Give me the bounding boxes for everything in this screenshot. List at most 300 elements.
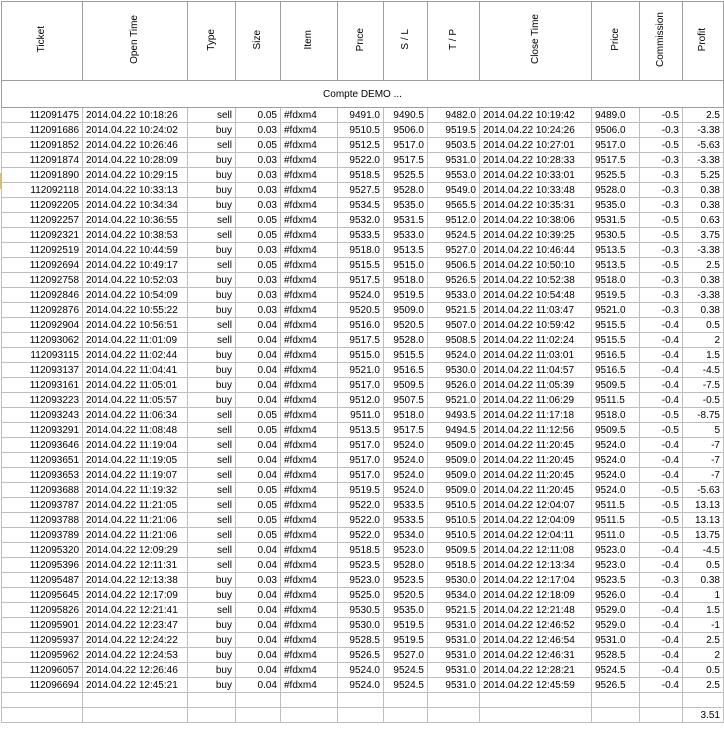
cell-size[interactable]: 0.04: [236, 618, 281, 633]
cell-size[interactable]: 0.04: [236, 678, 281, 693]
cell-close-price[interactable]: 9517.5: [592, 153, 640, 168]
cell-item[interactable]: #fdxm4: [281, 648, 338, 663]
col-header-open-price[interactable]: [338, 2, 384, 81]
cell-close-time[interactable]: 2014.04.22 12:17:04: [480, 573, 592, 588]
cell-close-price[interactable]: 9511.0: [592, 528, 640, 543]
cell-close-price[interactable]: 9524.0: [592, 483, 640, 498]
cell[interactable]: [188, 693, 236, 708]
cell-size[interactable]: 0.05: [236, 483, 281, 498]
cell-close-time[interactable]: 2014.04.22 10:50:10: [480, 258, 592, 273]
cell-open-price[interactable]: 9527.5: [338, 183, 384, 198]
cell-type[interactable]: buy: [188, 153, 236, 168]
cell-type[interactable]: sell: [188, 318, 236, 333]
cell-profit[interactable]: 1.5: [683, 348, 724, 363]
cell-close-price[interactable]: 9521.0: [592, 303, 640, 318]
cell-close-time[interactable]: 2014.04.22 11:20:45: [480, 453, 592, 468]
cell-ticket[interactable]: 112092257: [2, 213, 83, 228]
cell-sl[interactable]: 9509.5: [384, 378, 428, 393]
cell-open-price[interactable]: 9512.0: [338, 393, 384, 408]
cell-open-price[interactable]: 9517.5: [338, 333, 384, 348]
cell-close-price[interactable]: 9509.5: [592, 378, 640, 393]
cell-ticket[interactable]: 112091475: [2, 108, 83, 123]
cell-close-time[interactable]: 2014.04.22 11:12:56: [480, 423, 592, 438]
cell-type[interactable]: sell: [188, 468, 236, 483]
cell-close-time[interactable]: 2014.04.22 10:35:31: [480, 198, 592, 213]
cell-sl[interactable]: 9518.0: [384, 273, 428, 288]
cell-type[interactable]: sell: [188, 138, 236, 153]
cell-profit[interactable]: 0.38: [683, 573, 724, 588]
cell-profit[interactable]: 3.75: [683, 228, 724, 243]
cell-close-price[interactable]: 9517.0: [592, 138, 640, 153]
cell-profit[interactable]: -4.5: [683, 363, 724, 378]
cell-open-price[interactable]: 9534.5: [338, 198, 384, 213]
cell-ticket[interactable]: 112093062: [2, 333, 83, 348]
cell-type[interactable]: sell: [188, 228, 236, 243]
cell-open-price[interactable]: 9518.5: [338, 543, 384, 558]
cell-ticket[interactable]: 112092118: [2, 183, 83, 198]
cell-open-time[interactable]: 2014.04.22 11:21:06: [83, 528, 188, 543]
cell-ticket[interactable]: 112095937: [2, 633, 83, 648]
cell-sl[interactable]: 9523.5: [384, 573, 428, 588]
cell-open-price[interactable]: 9526.5: [338, 648, 384, 663]
cell-close-time[interactable]: 2014.04.22 12:04:09: [480, 513, 592, 528]
cell-type[interactable]: buy: [188, 288, 236, 303]
cell-size[interactable]: 0.04: [236, 318, 281, 333]
cell-close-time[interactable]: 2014.04.22 10:27:01: [480, 138, 592, 153]
cell-tp[interactable]: 9508.5: [428, 333, 480, 348]
cell-commission[interactable]: -0.4: [640, 663, 683, 678]
cell-type[interactable]: sell: [188, 558, 236, 573]
cell-commission[interactable]: -0.3: [640, 198, 683, 213]
cell-ticket[interactable]: 112093646: [2, 438, 83, 453]
cell-sl[interactable]: 9517.5: [384, 423, 428, 438]
cell-commission[interactable]: -0.4: [640, 453, 683, 468]
cell-size[interactable]: 0.05: [236, 108, 281, 123]
cell-tp[interactable]: 9531.0: [428, 633, 480, 648]
cell-item[interactable]: #fdxm4: [281, 258, 338, 273]
cell-commission[interactable]: -0.3: [640, 243, 683, 258]
cell-close-price[interactable]: 9518.0: [592, 408, 640, 423]
cell-open-price[interactable]: 9518.5: [338, 168, 384, 183]
cell-open-time[interactable]: 2014.04.22 10:54:09: [83, 288, 188, 303]
cell-profit[interactable]: 5: [683, 423, 724, 438]
cell-type[interactable]: buy: [188, 588, 236, 603]
cell-item[interactable]: #fdxm4: [281, 243, 338, 258]
cell-close-price[interactable]: 9513.5: [592, 258, 640, 273]
cell-close-time[interactable]: 2014.04.22 11:02:24: [480, 333, 592, 348]
cell-type[interactable]: sell: [188, 108, 236, 123]
cell-size[interactable]: 0.04: [236, 378, 281, 393]
cell-close-time[interactable]: 2014.04.22 11:17:18: [480, 408, 592, 423]
cell-size[interactable]: 0.04: [236, 648, 281, 663]
cell-open-price[interactable]: 9525.0: [338, 588, 384, 603]
cell-profit[interactable]: 0.38: [683, 198, 724, 213]
cell-profit[interactable]: 2.5: [683, 108, 724, 123]
cell-type[interactable]: buy: [188, 618, 236, 633]
cell-type[interactable]: sell: [188, 603, 236, 618]
cell-open-price[interactable]: 9515.5: [338, 258, 384, 273]
cell-open-price[interactable]: 9512.5: [338, 138, 384, 153]
cell-ticket[interactable]: 112091852: [2, 138, 83, 153]
cell-sl[interactable]: 9519.5: [384, 618, 428, 633]
cell-open-price[interactable]: 9522.0: [338, 153, 384, 168]
cell-profit[interactable]: 13.75: [683, 528, 724, 543]
cell-type[interactable]: buy: [188, 573, 236, 588]
cell-size[interactable]: 0.04: [236, 393, 281, 408]
cell-open-time[interactable]: 2014.04.22 12:21:41: [83, 603, 188, 618]
cell-close-price[interactable]: 9516.5: [592, 363, 640, 378]
cell-close-time[interactable]: 2014.04.22 11:06:29: [480, 393, 592, 408]
cell-tp[interactable]: 9531.0: [428, 618, 480, 633]
cell-open-price[interactable]: 9517.0: [338, 378, 384, 393]
cell-profit[interactable]: -5.63: [683, 138, 724, 153]
cell-item[interactable]: #fdxm4: [281, 378, 338, 393]
cell-ticket[interactable]: 112092876: [2, 303, 83, 318]
cell-close-price[interactable]: 9530.5: [592, 228, 640, 243]
cell-sl[interactable]: 9533.5: [384, 513, 428, 528]
cell-close-time[interactable]: 2014.04.22 10:24:26: [480, 123, 592, 138]
cell-sl[interactable]: 9524.0: [384, 453, 428, 468]
cell[interactable]: [480, 708, 592, 723]
cell-ticket[interactable]: 112093115: [2, 348, 83, 363]
cell-tp[interactable]: 9518.5: [428, 558, 480, 573]
cell-profit[interactable]: 0.63: [683, 213, 724, 228]
cell-sl[interactable]: 9515.5: [384, 348, 428, 363]
cell-profit[interactable]: 2.5: [683, 678, 724, 693]
cell-close-time[interactable]: 2014.04.22 12:04:11: [480, 528, 592, 543]
cell-close-time[interactable]: 2014.04.22 10:33:48: [480, 183, 592, 198]
cell-close-time[interactable]: 2014.04.22 10:28:33: [480, 153, 592, 168]
cell-tp[interactable]: 9494.5: [428, 423, 480, 438]
col-header-sl[interactable]: [384, 2, 428, 81]
cell-type[interactable]: sell: [188, 258, 236, 273]
cell-tp[interactable]: 9530.0: [428, 363, 480, 378]
cell-close-time[interactable]: 2014.04.22 11:05:39: [480, 378, 592, 393]
cell-item[interactable]: #fdxm4: [281, 528, 338, 543]
cell[interactable]: [2, 693, 83, 708]
cell-sl[interactable]: 9509.0: [384, 303, 428, 318]
cell-type[interactable]: sell: [188, 513, 236, 528]
cell-open-time[interactable]: 2014.04.22 10:24:02: [83, 123, 188, 138]
cell-item[interactable]: #fdxm4: [281, 483, 338, 498]
cell-item[interactable]: #fdxm4: [281, 393, 338, 408]
cell-item[interactable]: #fdxm4: [281, 138, 338, 153]
cell[interactable]: [640, 708, 683, 723]
cell-ticket[interactable]: 112092519: [2, 243, 83, 258]
cell-open-price[interactable]: 9516.0: [338, 318, 384, 333]
cell-sl[interactable]: 9531.5: [384, 213, 428, 228]
cell-ticket[interactable]: 112095396: [2, 558, 83, 573]
cell-tp[interactable]: 9524.5: [428, 228, 480, 243]
cell-profit[interactable]: -4.5: [683, 543, 724, 558]
col-header-profit[interactable]: [683, 2, 724, 81]
cell-tp[interactable]: 9482.0: [428, 108, 480, 123]
cell-tp[interactable]: 9526.5: [428, 273, 480, 288]
cell-sl[interactable]: 9507.5: [384, 393, 428, 408]
cell-open-time[interactable]: 2014.04.22 12:11:31: [83, 558, 188, 573]
cell-open-price[interactable]: 9517.0: [338, 453, 384, 468]
cell-type[interactable]: buy: [188, 183, 236, 198]
cell-ticket[interactable]: 112093223: [2, 393, 83, 408]
cell-tp[interactable]: 9506.5: [428, 258, 480, 273]
cell-commission[interactable]: -0.4: [640, 633, 683, 648]
cell-size[interactable]: 0.05: [236, 528, 281, 543]
cell[interactable]: [384, 693, 428, 708]
cell[interactable]: [236, 708, 281, 723]
cell-tp[interactable]: 9527.0: [428, 243, 480, 258]
cell-commission[interactable]: -0.5: [640, 138, 683, 153]
cell-tp[interactable]: 9521.5: [428, 303, 480, 318]
cell-open-time[interactable]: 2014.04.22 11:02:44: [83, 348, 188, 363]
cell-item[interactable]: #fdxm4: [281, 183, 338, 198]
cell-size[interactable]: 0.03: [236, 168, 281, 183]
cell-sl[interactable]: 9506.0: [384, 123, 428, 138]
cell-sl[interactable]: 9519.5: [384, 288, 428, 303]
cell-item[interactable]: #fdxm4: [281, 333, 338, 348]
cell-open-time[interactable]: 2014.04.22 11:19:07: [83, 468, 188, 483]
cell-item[interactable]: #fdxm4: [281, 348, 338, 363]
cell-commission[interactable]: -0.4: [640, 378, 683, 393]
cell-item[interactable]: #fdxm4: [281, 123, 338, 138]
cell-tp[interactable]: 9509.5: [428, 543, 480, 558]
cell-size[interactable]: 0.04: [236, 558, 281, 573]
cell-commission[interactable]: -0.5: [640, 108, 683, 123]
cell-type[interactable]: buy: [188, 123, 236, 138]
cell-profit[interactable]: 0.38: [683, 183, 724, 198]
cell-size[interactable]: 0.04: [236, 363, 281, 378]
cell-open-price[interactable]: 9511.0: [338, 408, 384, 423]
cell-close-price[interactable]: 9523.5: [592, 573, 640, 588]
cell-open-price[interactable]: 9517.5: [338, 273, 384, 288]
cell-ticket[interactable]: 112095645: [2, 588, 83, 603]
cell-profit[interactable]: -7.5: [683, 378, 724, 393]
cell-type[interactable]: sell: [188, 498, 236, 513]
cell-open-time[interactable]: 2014.04.22 11:05:01: [83, 378, 188, 393]
cell-close-price[interactable]: 9526.0: [592, 588, 640, 603]
cell-ticket[interactable]: 112093137: [2, 363, 83, 378]
cell-close-price[interactable]: 9489.0: [592, 108, 640, 123]
cell[interactable]: [83, 693, 188, 708]
cell-sl[interactable]: 9520.5: [384, 318, 428, 333]
cell-sl[interactable]: 9528.0: [384, 558, 428, 573]
cell-open-time[interactable]: 2014.04.22 10:34:34: [83, 198, 188, 213]
cell-sl[interactable]: 9534.0: [384, 528, 428, 543]
cell-size[interactable]: 0.03: [236, 123, 281, 138]
cell-size[interactable]: 0.03: [236, 183, 281, 198]
cell-item[interactable]: #fdxm4: [281, 498, 338, 513]
cell-ticket[interactable]: 112091686: [2, 123, 83, 138]
cell-open-time[interactable]: 2014.04.22 11:21:05: [83, 498, 188, 513]
cell-open-time[interactable]: 2014.04.22 11:21:06: [83, 513, 188, 528]
cell-open-time[interactable]: 2014.04.22 10:49:17: [83, 258, 188, 273]
cell-close-price[interactable]: 9529.0: [592, 618, 640, 633]
cell-type[interactable]: buy: [188, 243, 236, 258]
cell-close-time[interactable]: 2014.04.22 10:19:42: [480, 108, 592, 123]
cell-profit[interactable]: 2.5: [683, 258, 724, 273]
cell-size[interactable]: 0.04: [236, 348, 281, 363]
cell-item[interactable]: #fdxm4: [281, 363, 338, 378]
cell-size[interactable]: 0.03: [236, 243, 281, 258]
cell-commission[interactable]: -0.4: [640, 438, 683, 453]
cell-item[interactable]: #fdxm4: [281, 168, 338, 183]
cell-open-time[interactable]: 2014.04.22 10:38:53: [83, 228, 188, 243]
cell-profit[interactable]: 2: [683, 648, 724, 663]
cell-profit[interactable]: 0.38: [683, 303, 724, 318]
cell-size[interactable]: 0.05: [236, 258, 281, 273]
cell-tp[interactable]: 9509.0: [428, 453, 480, 468]
cell-ticket[interactable]: 112095320: [2, 543, 83, 558]
cell-size[interactable]: 0.04: [236, 333, 281, 348]
cell-ticket[interactable]: 112093788: [2, 513, 83, 528]
cell-size[interactable]: 0.03: [236, 198, 281, 213]
cell-item[interactable]: #fdxm4: [281, 408, 338, 423]
cell-size[interactable]: 0.05: [236, 423, 281, 438]
cell-type[interactable]: buy: [188, 663, 236, 678]
cell-open-time[interactable]: 2014.04.22 10:33:13: [83, 183, 188, 198]
cell-tp[interactable]: 9519.5: [428, 123, 480, 138]
cell-type[interactable]: sell: [188, 453, 236, 468]
cell-close-time[interactable]: 2014.04.22 11:03:47: [480, 303, 592, 318]
cell-commission[interactable]: -0.5: [640, 498, 683, 513]
cell-tp[interactable]: 9549.0: [428, 183, 480, 198]
cell-type[interactable]: sell: [188, 483, 236, 498]
cell-type[interactable]: buy: [188, 633, 236, 648]
cell-close-price[interactable]: 9513.5: [592, 243, 640, 258]
cell-commission[interactable]: -0.4: [640, 558, 683, 573]
cell-commission[interactable]: -0.4: [640, 588, 683, 603]
cell-tp[interactable]: 9503.5: [428, 138, 480, 153]
cell-open-price[interactable]: 9532.0: [338, 213, 384, 228]
cell-ticket[interactable]: 112093161: [2, 378, 83, 393]
cell-ticket[interactable]: 112092904: [2, 318, 83, 333]
cell-ticket[interactable]: 112093291: [2, 423, 83, 438]
cell-size[interactable]: 0.03: [236, 288, 281, 303]
cell-tp[interactable]: 9526.0: [428, 378, 480, 393]
cell-size[interactable]: 0.05: [236, 408, 281, 423]
cell-commission[interactable]: -0.4: [640, 333, 683, 348]
cell-profit[interactable]: 0.5: [683, 558, 724, 573]
cell-open-price[interactable]: 9524.0: [338, 288, 384, 303]
cell-profit[interactable]: -7: [683, 453, 724, 468]
cell-type[interactable]: sell: [188, 543, 236, 558]
cell-close-time[interactable]: 2014.04.22 12:13:34: [480, 558, 592, 573]
cell-profit[interactable]: 0.38: [683, 273, 724, 288]
cell-ticket[interactable]: 112092846: [2, 288, 83, 303]
cell-type[interactable]: buy: [188, 348, 236, 363]
cell-close-price[interactable]: 9509.5: [592, 423, 640, 438]
cell-tp[interactable]: 9534.0: [428, 588, 480, 603]
cell-sl[interactable]: 9524.5: [384, 678, 428, 693]
cell-ticket[interactable]: 112092694: [2, 258, 83, 273]
cell-tp[interactable]: 9524.0: [428, 348, 480, 363]
cell-size[interactable]: 0.05: [236, 213, 281, 228]
cell-tp[interactable]: 9553.0: [428, 168, 480, 183]
cell-profit[interactable]: 1: [683, 588, 724, 603]
cell-commission[interactable]: -0.3: [640, 153, 683, 168]
cell-tp[interactable]: 9507.0: [428, 318, 480, 333]
cell-open-time[interactable]: 2014.04.22 12:45:21: [83, 678, 188, 693]
cell-profit[interactable]: 0.5: [683, 318, 724, 333]
cell-commission[interactable]: -0.3: [640, 273, 683, 288]
cell-close-time[interactable]: 2014.04.22 12:46:31: [480, 648, 592, 663]
col-header-ticket[interactable]: [2, 2, 83, 81]
cell-open-price[interactable]: 9524.0: [338, 678, 384, 693]
cell-close-price[interactable]: 9524.0: [592, 453, 640, 468]
cell-sl[interactable]: 9527.0: [384, 648, 428, 663]
cell-sl[interactable]: 9524.5: [384, 663, 428, 678]
cell[interactable]: [281, 693, 338, 708]
cell-commission[interactable]: -0.4: [640, 393, 683, 408]
cell-ticket[interactable]: 112091890: [2, 168, 83, 183]
cell-open-price[interactable]: 9510.5: [338, 123, 384, 138]
cell-commission[interactable]: -0.5: [640, 408, 683, 423]
cell-ticket[interactable]: 112093651: [2, 453, 83, 468]
cell-close-time[interactable]: 2014.04.22 11:04:57: [480, 363, 592, 378]
cell-profit[interactable]: -3.38: [683, 243, 724, 258]
cell-close-price[interactable]: 9506.0: [592, 123, 640, 138]
cell-open-time[interactable]: 2014.04.22 10:52:03: [83, 273, 188, 288]
cell-profit[interactable]: -8.75: [683, 408, 724, 423]
cell-item[interactable]: #fdxm4: [281, 468, 338, 483]
cell[interactable]: [592, 708, 640, 723]
cell-size[interactable]: 0.04: [236, 438, 281, 453]
cell-item[interactable]: #fdxm4: [281, 513, 338, 528]
cell-sl[interactable]: 9524.0: [384, 483, 428, 498]
cell-profit[interactable]: 13.13: [683, 498, 724, 513]
cell-sl[interactable]: 9535.0: [384, 198, 428, 213]
cell-close-time[interactable]: 2014.04.22 10:33:01: [480, 168, 592, 183]
col-header-commission[interactable]: [640, 2, 683, 81]
cell-open-price[interactable]: 9513.5: [338, 423, 384, 438]
cell-sl[interactable]: 9515.0: [384, 258, 428, 273]
cell-close-price[interactable]: 9515.5: [592, 318, 640, 333]
cell-tp[interactable]: 9509.0: [428, 468, 480, 483]
cell-open-price[interactable]: 9524.0: [338, 663, 384, 678]
cell-close-time[interactable]: 2014.04.22 11:20:45: [480, 438, 592, 453]
cell-open-price[interactable]: 9530.5: [338, 603, 384, 618]
cell-open-price[interactable]: 9521.0: [338, 363, 384, 378]
cell-item[interactable]: #fdxm4: [281, 288, 338, 303]
cell[interactable]: [83, 708, 188, 723]
cell-sl[interactable]: 9516.5: [384, 363, 428, 378]
cell-tp[interactable]: 9531.0: [428, 663, 480, 678]
cell-item[interactable]: #fdxm4: [281, 543, 338, 558]
cell-open-time[interactable]: 2014.04.22 10:28:09: [83, 153, 188, 168]
cell-sl[interactable]: 9533.5: [384, 498, 428, 513]
cell-tp[interactable]: 9493.5: [428, 408, 480, 423]
cell-close-price[interactable]: 9524.0: [592, 468, 640, 483]
cell-type[interactable]: buy: [188, 273, 236, 288]
account-banner[interactable]: Compte DEMO ...: [2, 81, 724, 108]
cell-commission[interactable]: -0.3: [640, 183, 683, 198]
col-header-tp[interactable]: [428, 2, 480, 81]
cell-profit[interactable]: -0.5: [683, 393, 724, 408]
cell-item[interactable]: #fdxm4: [281, 588, 338, 603]
cell-open-price[interactable]: 9522.0: [338, 528, 384, 543]
cell-size[interactable]: 0.04: [236, 468, 281, 483]
cell[interactable]: [236, 693, 281, 708]
col-header-open-time[interactable]: [83, 2, 188, 81]
cell-open-time[interactable]: 2014.04.22 11:04:41: [83, 363, 188, 378]
cell-close-time[interactable]: 2014.04.22 12:04:07: [480, 498, 592, 513]
cell-open-time[interactable]: 2014.04.22 12:24:22: [83, 633, 188, 648]
cell-open-price[interactable]: 9523.0: [338, 573, 384, 588]
cell-close-price[interactable]: 9519.5: [592, 288, 640, 303]
cell-item[interactable]: #fdxm4: [281, 228, 338, 243]
cell-sl[interactable]: 9517.5: [384, 153, 428, 168]
cell[interactable]: [683, 693, 724, 708]
cell-sl[interactable]: 9519.5: [384, 633, 428, 648]
